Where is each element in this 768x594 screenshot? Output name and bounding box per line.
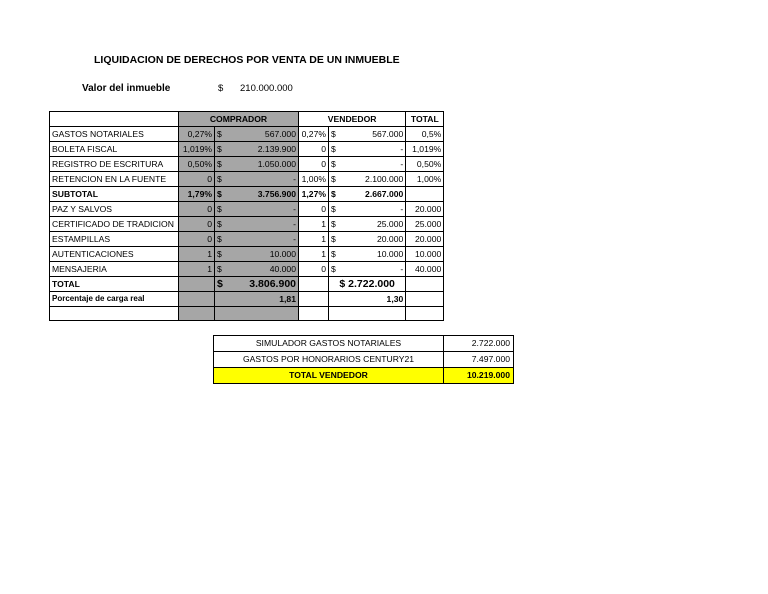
comprador-pct: 0	[179, 232, 215, 247]
vendedor-amount: -	[338, 157, 406, 172]
comprador-currency: $	[215, 202, 228, 217]
carga-comprador-pct	[179, 292, 215, 307]
vendedor-pct: 1	[299, 232, 329, 247]
empty-cell	[215, 307, 299, 321]
comprador-pct: 0,27%	[179, 127, 215, 142]
total-comprador-amount: 3.806.900	[228, 277, 299, 292]
comprador-amount: -	[228, 217, 299, 232]
comprador-pct: 0,50%	[179, 157, 215, 172]
vendedor-currency: $	[329, 262, 338, 277]
header-blank	[50, 112, 179, 127]
summary-label: GASTOS POR HONORARIOS CENTURY21	[214, 352, 444, 368]
empty-cell	[329, 307, 406, 321]
table-header-row	[50, 112, 444, 127]
property-value-label: Valor del inmueble	[82, 83, 171, 94]
row-total: 0,50%	[406, 157, 444, 172]
table-row	[50, 187, 444, 202]
comprador-amount: 567.000	[228, 127, 299, 142]
total-comprador-currency: $	[215, 277, 228, 292]
vendedor-amount: 567.000	[338, 127, 406, 142]
property-value-currency: $	[218, 83, 224, 94]
vendedor-currency: $	[329, 187, 338, 202]
header-total: TOTAL	[406, 112, 444, 127]
summary-row	[214, 336, 514, 352]
comprador-pct: 0	[179, 202, 215, 217]
row-total: 0,5%	[406, 127, 444, 142]
total-comprador-pct	[179, 277, 215, 292]
carga-comprador-value: 1,81	[215, 292, 299, 307]
row-total	[406, 187, 444, 202]
row-concept: PAZ Y SALVOS	[50, 202, 179, 217]
page-title: LIQUIDACION DE DERECHOS POR VENTA DE UN INMUEBLE	[94, 54, 400, 66]
comprador-currency: $	[215, 187, 228, 202]
empty-row	[50, 307, 444, 321]
row-total: 1,00%	[406, 172, 444, 187]
comprador-currency: $	[215, 232, 228, 247]
comprador-amount: -	[228, 172, 299, 187]
row-total: 10.000	[406, 247, 444, 262]
total-vendedor-pct	[299, 277, 329, 292]
vendedor-pct: 1	[299, 247, 329, 262]
table-row	[50, 262, 444, 277]
carga-total	[406, 292, 444, 307]
carga-vendedor-value: 1,30	[329, 292, 406, 307]
comprador-amount: 1.050.000	[228, 157, 299, 172]
summary-row	[214, 352, 514, 368]
vendedor-pct: 0,27%	[299, 127, 329, 142]
vendedor-amount: -	[338, 202, 406, 217]
row-concept: ESTAMPILLAS	[50, 232, 179, 247]
comprador-amount: 3.756.900	[228, 187, 299, 202]
carga-row	[50, 292, 444, 307]
header-comprador: COMPRADOR	[179, 112, 299, 127]
comprador-currency: $	[215, 127, 228, 142]
vendedor-amount: -	[338, 142, 406, 157]
vendedor-currency: $	[329, 202, 338, 217]
vendedor-amount: 2.667.000	[338, 187, 406, 202]
comprador-currency: $	[215, 157, 228, 172]
vendedor-currency: $	[329, 142, 338, 157]
table-row	[50, 202, 444, 217]
row-total: 1,019%	[406, 142, 444, 157]
vendedor-amount: 25.000	[338, 217, 406, 232]
row-concept: GASTOS NOTARIALES	[50, 127, 179, 142]
summary-label: TOTAL VENDEDOR	[214, 368, 444, 384]
property-value-row	[0, 83, 768, 97]
comprador-pct: 1,79%	[179, 187, 215, 202]
empty-cell	[406, 307, 444, 321]
property-value-amount: 210.000.000	[240, 83, 293, 94]
vendedor-pct: 1	[299, 217, 329, 232]
total-row	[50, 277, 444, 292]
table-row	[50, 127, 444, 142]
row-total: 20.000	[406, 232, 444, 247]
vendedor-currency: $	[329, 247, 338, 262]
vendedor-pct: 0	[299, 157, 329, 172]
empty-cell	[179, 307, 215, 321]
table-row	[50, 217, 444, 232]
comprador-pct: 1	[179, 247, 215, 262]
total-vendedor-amount: $ 2.722.000	[329, 277, 406, 292]
summary-total-row	[214, 368, 514, 384]
vendedor-currency: $	[329, 217, 338, 232]
vendedor-pct: 0	[299, 262, 329, 277]
total-label: TOTAL	[50, 277, 179, 292]
comprador-currency: $	[215, 247, 228, 262]
vendedor-pct: 0	[299, 202, 329, 217]
comprador-currency: $	[215, 142, 228, 157]
comprador-pct: 1,019%	[179, 142, 215, 157]
vendedor-amount: 20.000	[338, 232, 406, 247]
row-concept: RETENCION EN LA FUENTE	[50, 172, 179, 187]
table-row	[50, 247, 444, 262]
liquidation-table	[49, 111, 444, 321]
row-total: 20.000	[406, 202, 444, 217]
vendedor-amount: 10.000	[338, 247, 406, 262]
comprador-amount: 2.139.900	[228, 142, 299, 157]
carga-label: Porcentaje de carga real	[50, 292, 179, 307]
row-concept: SUBTOTAL	[50, 187, 179, 202]
comprador-currency: $	[215, 262, 228, 277]
comprador-pct: 0	[179, 172, 215, 187]
row-concept: REGISTRO DE ESCRITURA	[50, 157, 179, 172]
row-concept: BOLETA FISCAL	[50, 142, 179, 157]
vendedor-pct: 0	[299, 142, 329, 157]
table-row	[50, 157, 444, 172]
summary-value: 7.497.000	[444, 352, 514, 368]
vendedor-amount: -	[338, 262, 406, 277]
summary-value: 10.219.000	[444, 368, 514, 384]
summary-label: SIMULADOR GASTOS NOTARIALES	[214, 336, 444, 352]
vendedor-pct: 1,27%	[299, 187, 329, 202]
row-concept: CERTIFICADO DE TRADICION	[50, 217, 179, 232]
carga-vendedor-pct	[299, 292, 329, 307]
table-row	[50, 142, 444, 157]
empty-cell	[299, 307, 329, 321]
comprador-currency: $	[215, 172, 228, 187]
row-concept: AUTENTICACIONES	[50, 247, 179, 262]
row-concept: MENSAJERIA	[50, 262, 179, 277]
vendedor-amount: 2.100.000	[338, 172, 406, 187]
comprador-amount: -	[228, 232, 299, 247]
vendedor-currency: $	[329, 172, 338, 187]
vendedor-currency: $	[329, 127, 338, 142]
vendedor-currency: $	[329, 232, 338, 247]
row-total: 25.000	[406, 217, 444, 232]
summary-table	[213, 335, 514, 384]
total-total	[406, 277, 444, 292]
table-row	[50, 232, 444, 247]
comprador-amount: 10.000	[228, 247, 299, 262]
comprador-amount: 40.000	[228, 262, 299, 277]
comprador-amount: -	[228, 202, 299, 217]
comprador-currency: $	[215, 217, 228, 232]
comprador-pct: 1	[179, 262, 215, 277]
row-total: 40.000	[406, 262, 444, 277]
comprador-pct: 0	[179, 217, 215, 232]
table-row	[50, 172, 444, 187]
empty-cell	[50, 307, 179, 321]
vendedor-currency: $	[329, 157, 338, 172]
summary-value: 2.722.000	[444, 336, 514, 352]
header-vendedor: VENDEDOR	[299, 112, 406, 127]
vendedor-pct: 1,00%	[299, 172, 329, 187]
